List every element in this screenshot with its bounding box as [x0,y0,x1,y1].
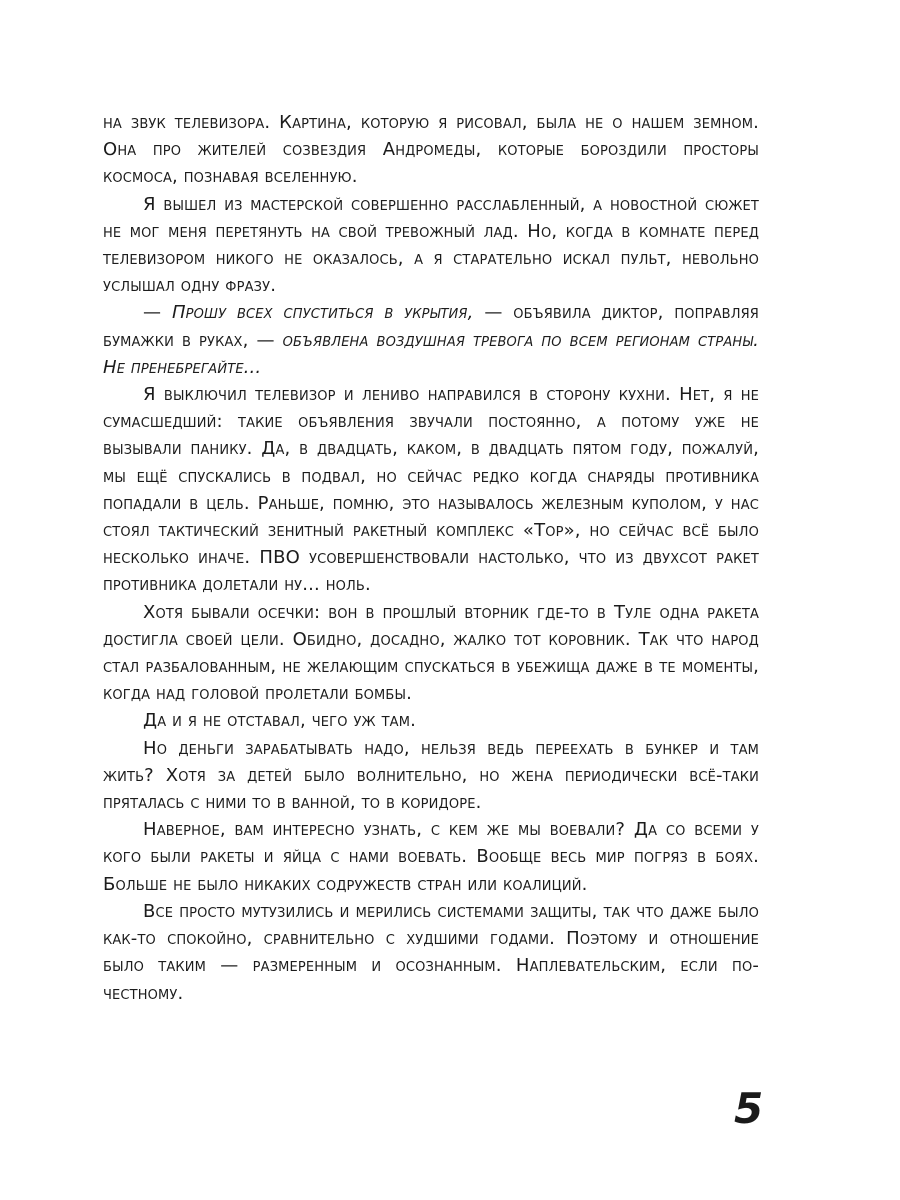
paragraph [103,599,759,708]
page-body [103,109,759,1007]
text-run: — объявила диктор, поправляя бумажки в руках, — [103,302,759,351]
text-run: Наверное, вам интересно узнать, с кем же мы воевали? Да со всеми у кого были ракеты и яйца с нами воевать. Вообще весь мир погряз в боях. Больше не было никаких содружеств стран или коалиций. [103,819,759,895]
paragraph [103,707,759,734]
paragraph [103,299,759,381]
italic-quote: Прошу всех спуститься в укрытия, [171,302,474,324]
text-run: Да и я не отставал, чего уж там. [143,710,416,732]
paragraph [103,816,759,898]
paragraph [103,109,759,191]
page-number: 5 [734,1084,764,1133]
text-run: на звук телевизора. Картина, которую я рисовал, была не о нашем земном. Она про жителей созвездия Андромеды, которые бороздили просторы космоса, познавая вселенную. [103,112,760,188]
text-run: Я выключил телевизор и лениво направился в сторону кухни. Нет, я не сумасшедший: такие объявления звучали постоянно, а потому уже не вызывали панику. Да, в двадцать, каком, в двадцать пятом году, пожалуй, мы ещё спускались в подвал, но сейчас редко когда снаряды противника попадали в цель. Раньше, помню, это называлось железным куполом, у нас стоял тактический зенитный ракетный комплекс «Тор», но сейчас всё было несколько иначе. ПВО усовершенствовали настолько, что из двухсот ракет противника долетали ну... ноль. [103,384,759,596]
text-run: Я вышел из мастерской совершенно расслабленный, а новостной сюжет не мог меня перетянуть на свой тревожный лад. Но, когда в комнате перед телевизором никого не оказалось, а я старательно искал пульт, невольно услышал одну фразу. [103,193,760,297]
text-run: Хотя бывали осечки: вон в прошлый вторник где-то в Туле одна ракета достигла своей цели. Обидно, досадно, жалко тот коровник. Так что народ стал разбалованным, не желающим спускаться в убежища даже в те моменты, когда над головой пролетали бомбы. [103,601,760,705]
paragraph [103,735,759,817]
paragraph [103,381,759,599]
text-run: Все просто мутузились и мерились системами защиты, так что даже было как-то спокойно, сравнительно с худшими годами. Поэтому и отношение было таким — размеренным и осознанным. Наплевательским, если по-честному. [103,900,759,1004]
paragraph [103,898,759,1007]
italic-quote: объявлена воздушная тревога по всем регионам страны. Не пренебрегайте... [103,329,759,378]
text-run: — [143,302,172,324]
text-run: Но деньги зарабатывать надо, нельзя ведь переехать в бункер и там жить? Хотя за детей было волнительно, но жена периодически всё-таки пряталась с ними то в ванной, то в коридоре. [103,737,759,814]
paragraph [103,191,759,300]
